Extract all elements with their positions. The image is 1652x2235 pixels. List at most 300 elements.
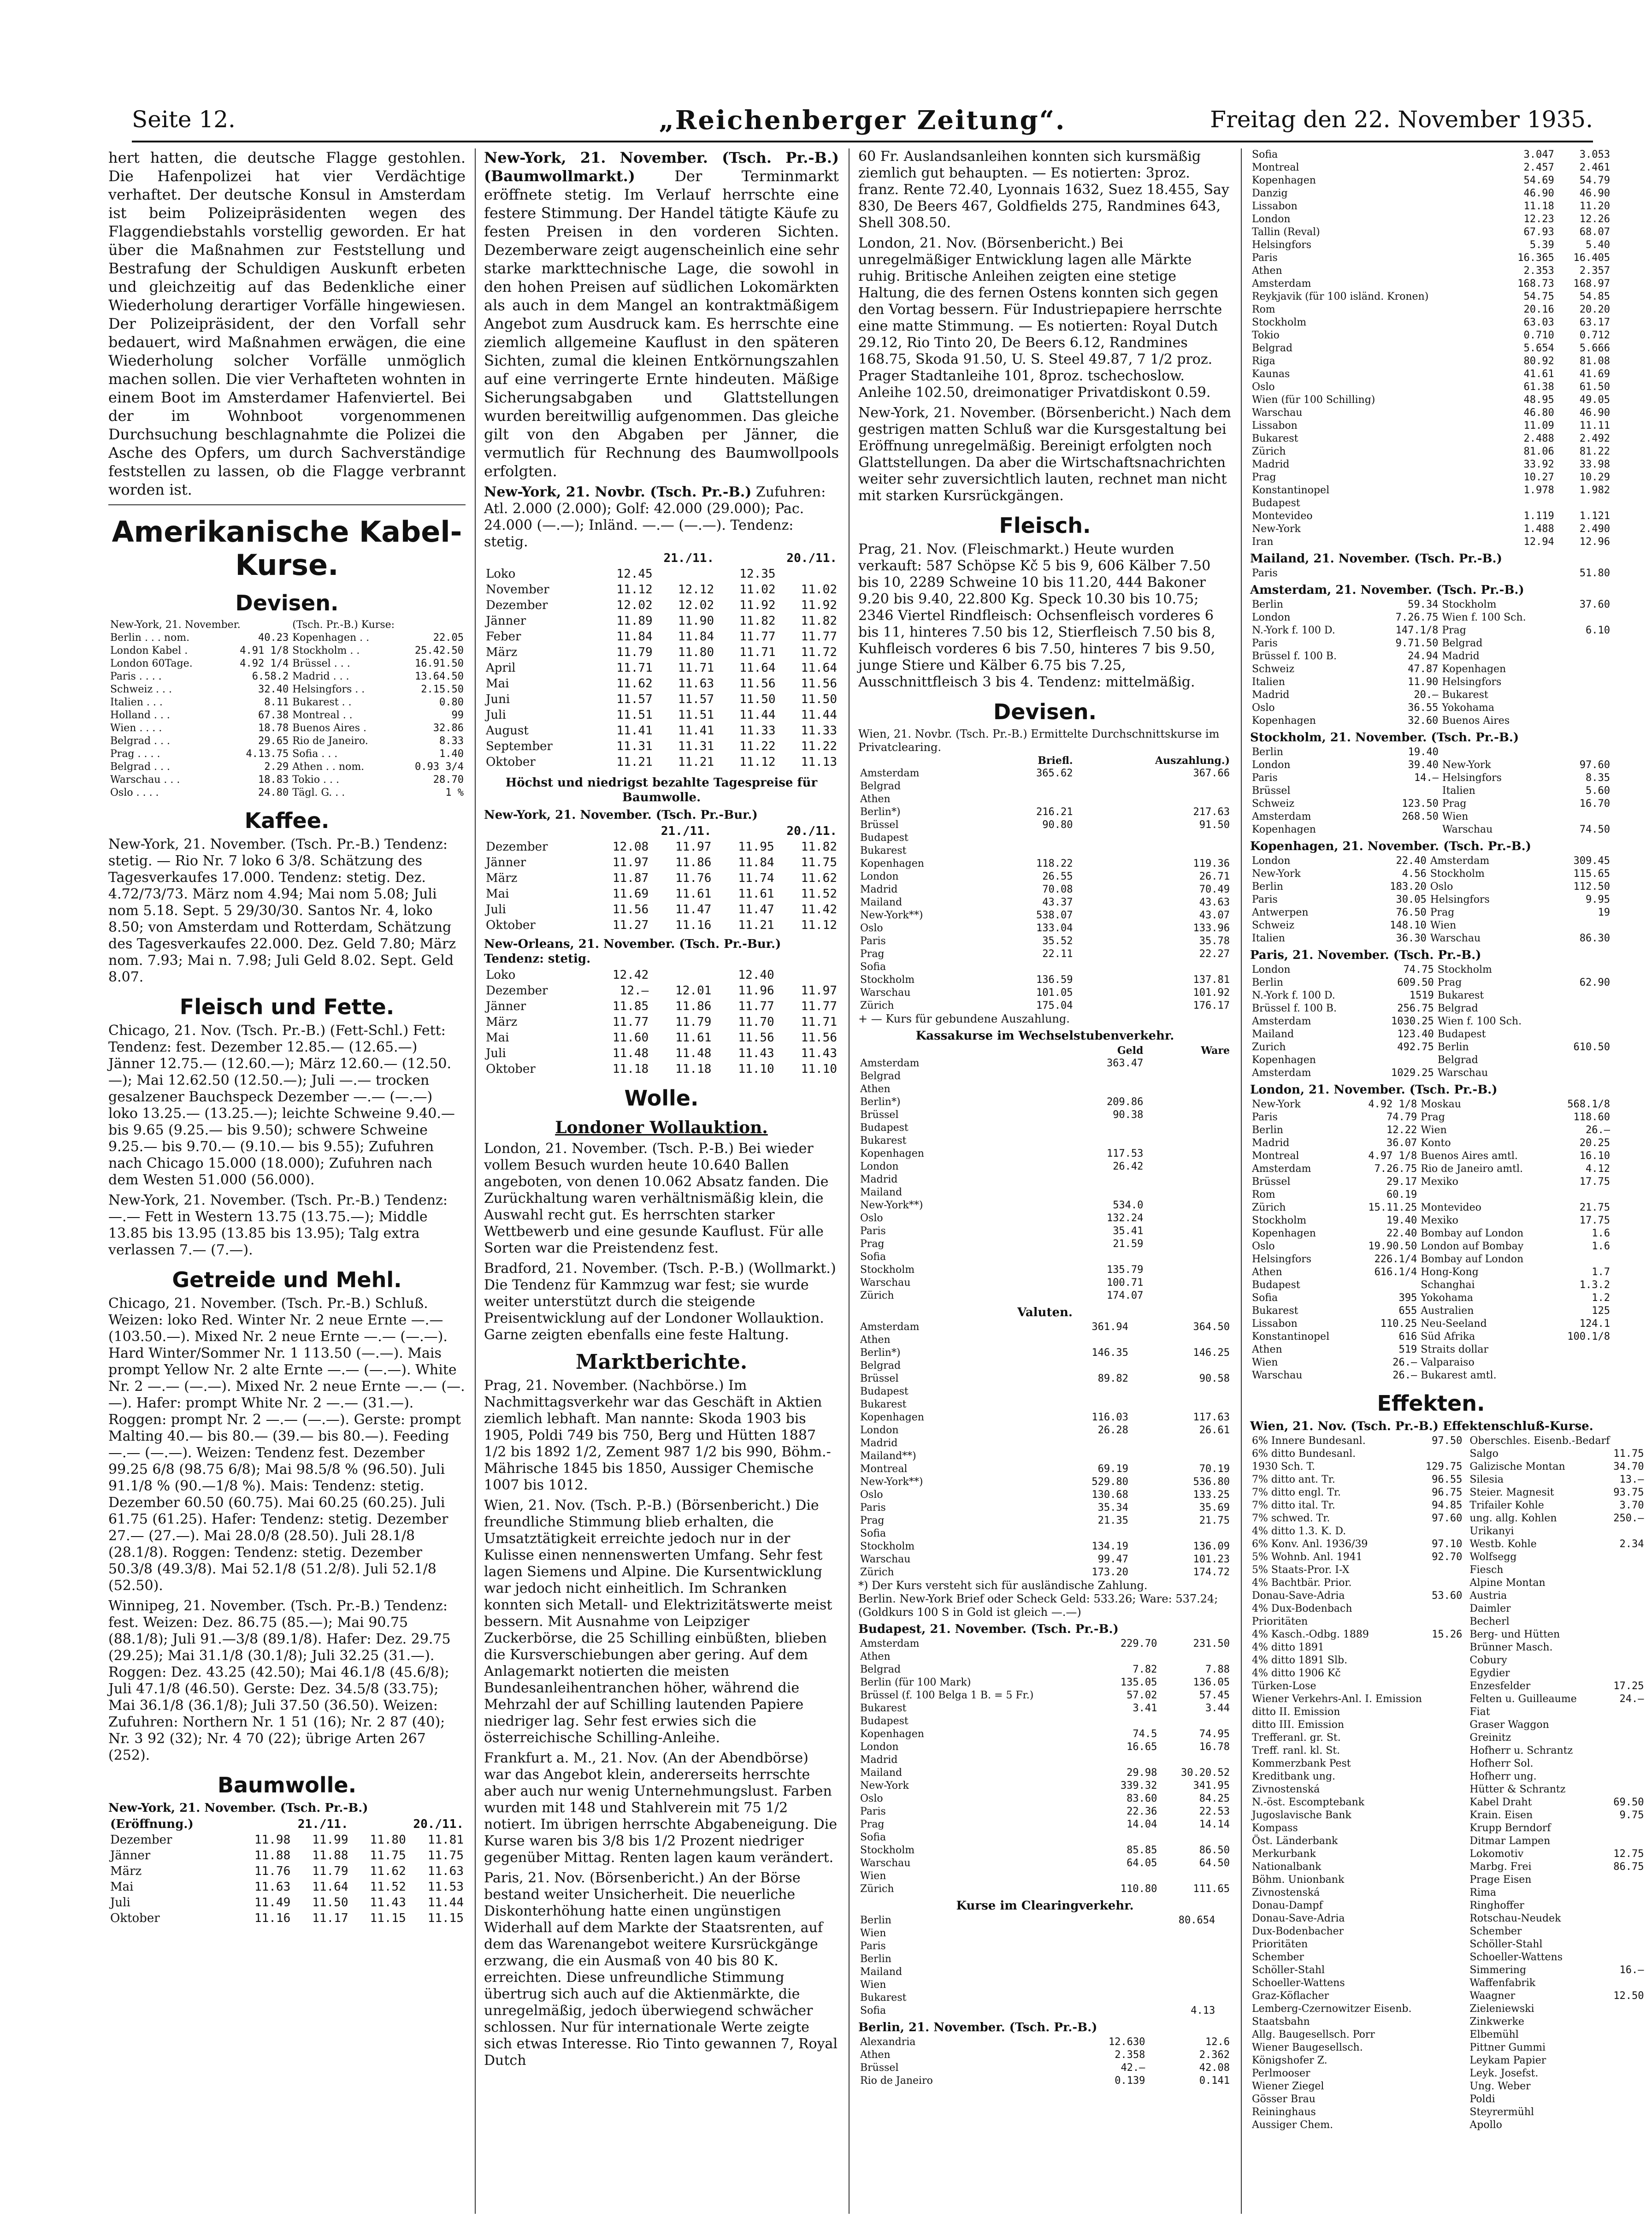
- table-row: [1250, 1054, 1612, 1067]
- row-label: Fiat: [1469, 1706, 1490, 1718]
- table-row: [1468, 1744, 1646, 1757]
- table-row: [858, 1411, 1232, 1424]
- cell-value: 46.90: [1579, 188, 1610, 199]
- cell-value: 11.71: [678, 661, 714, 675]
- subsection-title-devisen: Devisen.: [993, 699, 1097, 724]
- cell-value: 19: [1598, 907, 1610, 918]
- cell-value: [1145, 1057, 1232, 1070]
- cell-value: 11.79: [616, 645, 653, 659]
- row-label: Graser Waggon: [1469, 1719, 1549, 1731]
- cell-value: 99.47: [1097, 1554, 1128, 1565]
- cell-value: 11.33: [801, 724, 837, 738]
- row-label: Mai: [486, 1031, 509, 1045]
- row-label: Paris: [1252, 772, 1278, 784]
- row-label: Apollo: [1469, 2119, 1502, 2131]
- row-label: N.-York f. 100 D.: [1252, 990, 1335, 1001]
- column-1: [108, 148, 466, 2214]
- row-label: Amsterdam: [1252, 1067, 1311, 1079]
- cell-value: 10.29: [1579, 472, 1610, 483]
- cell-value: [1424, 1835, 1464, 1848]
- row-label: Kopenhagen: [1252, 175, 1316, 186]
- row-label: Brüssel (f. 100 Belga 1 B. = 5 Fr.): [860, 1690, 1034, 1701]
- cell-value: Konto: [1421, 1137, 1451, 1149]
- cell-value: 2.457: [1523, 162, 1554, 173]
- cell-value: 119.36: [1193, 858, 1230, 869]
- cell-value: [1557, 1028, 1612, 1041]
- cell-value: [1419, 1188, 1553, 1201]
- exchange-rates-top-table: [1250, 148, 1612, 549]
- row-label: Donau-Dampf: [1252, 1900, 1323, 1911]
- row-label: März: [486, 645, 518, 659]
- cell-value: 11.21: [678, 755, 714, 769]
- cell-value: [1424, 2028, 1464, 2041]
- table-row: [1250, 1067, 1612, 1080]
- table-row: [1250, 1796, 1464, 1809]
- cell-value: 11.48: [612, 1047, 649, 1060]
- cell-value: Wien f. 100 Sch.: [1437, 1016, 1522, 1027]
- table-row: [858, 1638, 1232, 1650]
- table-row: [1468, 1848, 1646, 1861]
- table-row: [1250, 1757, 1464, 1770]
- cell-value: [1556, 497, 1612, 510]
- table-row: [1468, 1732, 1646, 1744]
- cell-value: 42.08: [1199, 2062, 1230, 2074]
- cell-value: 11.16: [675, 918, 712, 932]
- row-label: Dux-Bodenbacher: [1252, 1926, 1344, 1937]
- cell-value: [1564, 676, 1612, 689]
- table-row: [1250, 265, 1612, 278]
- cell-value: [1424, 1925, 1464, 1938]
- table-header: Geld: [1117, 1045, 1144, 1057]
- cell-value: Prag: [1421, 1112, 1445, 1123]
- valuten-table: [858, 1321, 1232, 1579]
- cell-value: [1557, 1067, 1612, 1080]
- cell-value: Helsingfors: [1430, 894, 1490, 905]
- table-header: [484, 550, 593, 566]
- cell-value: [1159, 1754, 1232, 1767]
- cell-value: 36.30: [1396, 933, 1427, 944]
- cell-value: [1103, 1831, 1159, 1844]
- cell-value: Berlin: [1437, 1041, 1469, 1053]
- cell-value: 11.44: [739, 708, 776, 722]
- section-title-cable-rates: Amerikanische Kabel-Kurse.: [112, 515, 462, 582]
- row-label: Schöller-Stahl: [1252, 1964, 1325, 1976]
- table-row: [858, 1927, 1232, 1940]
- row-label: Antwerpen: [1252, 907, 1309, 918]
- cell-value: Helsingfors: [1442, 772, 1502, 784]
- cell-value: 13.64.50: [415, 671, 464, 682]
- row-label: Stockholm: [1252, 317, 1307, 328]
- cell-value: 76.50: [1396, 907, 1427, 918]
- cell-value: 11.76: [254, 1864, 291, 1878]
- table-row: [1250, 290, 1612, 303]
- row-label: Loko: [486, 567, 516, 581]
- row-label: Graz-Köflacher: [1252, 1990, 1329, 2002]
- row-label: Hofherr ung.: [1469, 1771, 1537, 1782]
- cell-value: 67.93: [1523, 226, 1554, 238]
- cell-value: [1074, 780, 1232, 793]
- frankfurt-report: Frankfurt a. M., 21. Nov. (An der Abendbörse) war das Angebot klein, andererseits herrschte aber auch nur wenig Unternehmungslust. Farben wurden mit 148 und Stahlverein mit 75 1/2 notiert. Im übrigen herrschte Abgabeneigung. Die Kurse waren bis 3/8 bis 1/2 Prozent niedriger gegenüber Mittag. Renten lagen kaum verändert.: [484, 1750, 838, 1866]
- cell-value: 1.7: [1592, 1266, 1610, 1278]
- row-label: Zivnostenská: [1252, 1784, 1320, 1795]
- row-label: 6% ditto Bundesanl.: [1252, 1448, 1356, 1460]
- cell-value: [994, 793, 1074, 806]
- table-row: [484, 629, 839, 644]
- cell-value: 11.31: [616, 739, 653, 753]
- wolle-subtitle: Londoner Wollauktion.: [555, 1118, 768, 1137]
- row-label: Marbg. Frei: [1469, 1861, 1532, 1873]
- cell-value: [1145, 1122, 1232, 1135]
- table-row: [484, 692, 839, 707]
- cell-value: 24.—: [1619, 1693, 1644, 1705]
- cell-value: 26.28: [1097, 1425, 1128, 1436]
- row-label: Lissabon: [1252, 1318, 1298, 1330]
- cell-value: 11.44: [427, 1896, 464, 1910]
- cell-value: 32.86: [433, 722, 464, 734]
- row-label: Montevideo: [1252, 510, 1313, 522]
- row-label: Juli: [486, 708, 506, 722]
- cell-value: 57.45: [1199, 1690, 1230, 1701]
- row-label: Oktober: [486, 755, 536, 769]
- table-row: [1468, 2028, 1646, 2041]
- cell-value: [994, 780, 1074, 793]
- cell-value: 146.25: [1193, 1347, 1230, 1359]
- cell-value: 11.43: [801, 1047, 837, 1060]
- cell-value: 35.52: [1042, 935, 1073, 947]
- cell-value: Bombay auf London: [1421, 1253, 1524, 1265]
- cell-value: [1145, 1160, 1232, 1173]
- cell-value: 15.11.25: [1368, 1202, 1417, 1213]
- table-row: [1250, 906, 1612, 919]
- cell-value: 16.10: [1579, 1150, 1610, 1162]
- cell-value: 20.16: [1523, 304, 1554, 315]
- row-label: Kaunas: [1252, 368, 1290, 380]
- cell-value: 12.42: [612, 968, 649, 982]
- cell-value: 11.22: [739, 739, 776, 753]
- row-label: Waffenfabrik: [1469, 1977, 1536, 1989]
- cell-value: Buenos Aires: [1442, 715, 1510, 727]
- cell-value: 40.23: [258, 632, 289, 644]
- table-row: [1250, 598, 1612, 611]
- cell-value: 11.81: [427, 1833, 464, 1847]
- cell-value: [1553, 1188, 1612, 1201]
- table-row: [1250, 1512, 1464, 1525]
- row-label: Berlin: [1252, 881, 1283, 893]
- cell-value: 11.61: [675, 887, 712, 901]
- row-label: Staatsbahn: [1252, 2016, 1310, 2028]
- mailand-table: [1250, 567, 1612, 580]
- row-label: Brüssel f. 100 B.: [1252, 1003, 1337, 1014]
- cell-value: 11.17: [312, 1911, 348, 1925]
- table-row: [858, 1914, 1232, 1927]
- table-row: [484, 613, 839, 629]
- cell-value: [1557, 1054, 1612, 1067]
- cell-value: [1145, 1109, 1232, 1122]
- row-label: Nationalbank: [1252, 1861, 1322, 1873]
- cell-value: 4.92 1/8: [1368, 1099, 1417, 1110]
- row-label: Berlin*): [860, 806, 901, 818]
- cell-value: 11.64: [739, 661, 776, 675]
- table-row: [858, 1251, 1232, 1264]
- table-row: [108, 722, 466, 735]
- row-label: Athen: [860, 2049, 891, 2061]
- baumwolle-opening-table: [108, 1816, 466, 1926]
- cell-value: [1038, 1083, 1145, 1096]
- cell-value: 135.05: [1120, 1677, 1157, 1688]
- table-row: [1250, 1577, 1464, 1590]
- cell-value: 11.71: [801, 1015, 837, 1029]
- cell-value: [776, 967, 839, 983]
- table-row: [1250, 497, 1612, 510]
- row-label: 6% Konv. Anl. 1936/39: [1252, 1538, 1368, 1550]
- cell-value: Wien: [1430, 920, 1457, 931]
- table-header: (Eröffnung.): [110, 1817, 194, 1831]
- london-wool-report: London, 21. November. (Tsch. P.-B.) Bei wieder vollem Besuch wurden heute 10.640 Ballen angeboten, von denen 10.062 Absatz fanden. Die Zurückhaltung waren verhältnismäßig klein, die Auswahl recht gut. Es herrschten starker Wettbewerb und eine gesunde Kauflust. Für alle Sorten war die Preistendenz fest.: [484, 1141, 829, 1256]
- header-rule: [132, 141, 1593, 142]
- cell-value: 12.22: [1386, 1124, 1417, 1136]
- cell-value: 6.58.2: [252, 671, 289, 682]
- cell-value: [1217, 1940, 1232, 1953]
- cell-value: 35.34: [1097, 1502, 1128, 1514]
- table-row: [858, 987, 1232, 999]
- cell-value: 133.25: [1193, 1489, 1230, 1501]
- cell-value: 81.22: [1579, 446, 1610, 457]
- cell-value: [1611, 1628, 1646, 1641]
- table-row: [1468, 2067, 1646, 2080]
- table-row: [1250, 1163, 1612, 1176]
- cell-value: 2.490: [1579, 523, 1610, 535]
- table-row: [858, 1966, 1232, 1979]
- table-row: [1250, 919, 1612, 932]
- table-row: [858, 1122, 1232, 1135]
- cell-value: 7.82: [1133, 1664, 1157, 1675]
- row-label: Donau-Save-Adria: [1252, 1913, 1345, 1924]
- row-label: Oslo: [860, 1212, 883, 1224]
- table-header: 20./11.: [413, 1817, 464, 1831]
- table-header: (Tsch. Pr.-B.) Kurse:: [292, 619, 395, 631]
- cell-value: [1424, 1796, 1464, 1809]
- table-row: [858, 1689, 1232, 1702]
- cell-value: 19.40: [1386, 1215, 1417, 1226]
- table-row: [858, 1818, 1232, 1831]
- row-label: März: [486, 871, 518, 885]
- cell-value: 609.50: [1397, 977, 1434, 988]
- cell-value: 231.50: [1193, 1638, 1230, 1650]
- cell-value: 70.08: [1042, 884, 1073, 895]
- cell-value: [1611, 1654, 1646, 1667]
- cell-value: 9.95: [1586, 894, 1610, 905]
- cell-value: Oslo: [1430, 881, 1453, 893]
- row-label: Italien: [1252, 933, 1285, 944]
- table-row: [1250, 855, 1612, 868]
- cell-value: 655: [1398, 1305, 1417, 1317]
- table-row: [1250, 2067, 1464, 2080]
- wien-devisen-table: [858, 754, 1232, 1012]
- column-4: [1250, 148, 1644, 2214]
- cell-value: 11.43: [370, 1896, 406, 1910]
- cell-value: 91.50: [1199, 819, 1230, 831]
- cell-value: [1057, 1927, 1217, 1940]
- cell-value: 53.60: [1432, 1590, 1463, 1602]
- table-row: [858, 1437, 1232, 1450]
- cell-value: [1424, 2067, 1464, 2080]
- cell-value: [1159, 1715, 1232, 1728]
- cell-value: 11.18: [1523, 201, 1554, 212]
- cell-value: 11.86: [675, 999, 712, 1013]
- table-row: [1468, 1435, 1646, 1448]
- cell-value: 11.41: [678, 724, 714, 738]
- cell-value: 74.50: [1579, 824, 1610, 835]
- cell-value: [1424, 1938, 1464, 1951]
- row-label: Mailand: [860, 1767, 903, 1779]
- table-row: [858, 1953, 1232, 1966]
- cell-value: 146.35: [1092, 1347, 1128, 1359]
- cell-value: 11.97: [675, 840, 712, 854]
- cell-value: 117.63: [1193, 1412, 1230, 1423]
- table-row: [1250, 1305, 1612, 1318]
- table-row: [858, 806, 1232, 819]
- row-label: Merkurbank: [1252, 1848, 1316, 1860]
- cell-value: 1.3.2: [1579, 1279, 1610, 1291]
- row-label: 4% Bachtbär. Prior.: [1252, 1577, 1352, 1589]
- cell-value: 216.21: [1036, 806, 1073, 818]
- table-row: [484, 660, 839, 676]
- row-label: 1930 Sch. T.: [1252, 1461, 1315, 1472]
- row-label: Italien . . .: [110, 697, 163, 708]
- cell-value: 80.654: [1178, 1915, 1215, 1926]
- table-row: [1250, 2003, 1464, 2016]
- row-label: Kopenhagen: [1252, 1228, 1316, 1239]
- row-label: Bukarest: [1252, 1305, 1298, 1317]
- table-row: [484, 739, 839, 754]
- row-label: London: [860, 871, 899, 882]
- table-row: [1250, 1706, 1464, 1719]
- cell-value: 100.71: [1106, 1277, 1144, 1289]
- row-label: Athen: [1252, 1266, 1282, 1278]
- table-row: [1250, 1201, 1612, 1214]
- table-row: [1250, 1150, 1612, 1163]
- row-label: Ung. Weber: [1469, 2081, 1531, 2092]
- cell-value: [1217, 2004, 1232, 2017]
- table-row: [858, 832, 1232, 845]
- cell-value: 133.04: [1036, 922, 1073, 934]
- cell-value: [1145, 1186, 1232, 1199]
- cell-value: [1553, 1356, 1612, 1369]
- kopenhagen-table: [1250, 855, 1612, 945]
- cell-value: 97.60: [1432, 1513, 1463, 1524]
- row-label: Krupp Berndorf: [1469, 1822, 1551, 1834]
- cell-value: 492.75: [1397, 1041, 1434, 1053]
- cell-value: [1217, 1914, 1232, 1927]
- cell-value: 26.—: [1586, 1124, 1610, 1136]
- table-row: [1250, 1240, 1612, 1253]
- row-label: Athen: [860, 1651, 891, 1662]
- table-row: [108, 696, 466, 709]
- table-row: [1250, 1551, 1464, 1564]
- row-label: Amsterdam: [860, 1058, 920, 1069]
- berlin-head: Berlin, 21. November. (Tsch. Pr.-B.): [858, 2021, 1097, 2034]
- table-row: [108, 709, 466, 722]
- cell-value: [1217, 1966, 1232, 1979]
- cell-value: [1029, 1527, 1130, 1540]
- cell-value: 24.80: [258, 787, 289, 798]
- table-row: [1468, 1602, 1646, 1615]
- cell-value: [1145, 1083, 1232, 1096]
- cell-value: Stockholm . .: [292, 645, 360, 656]
- cell-value: Bukarest . .: [292, 697, 352, 708]
- cell-value: 96.55: [1432, 1474, 1463, 1485]
- cell-value: 12.45: [616, 567, 653, 581]
- row-label: Salgo: [1469, 1448, 1499, 1460]
- row-label: Dezember: [486, 840, 548, 854]
- row-label: Paris: [860, 1806, 886, 1817]
- table-row: [1250, 1266, 1612, 1279]
- effekten-left-table: [1250, 1435, 1464, 2132]
- table-row: [1250, 1899, 1464, 1912]
- table-row: [1468, 2119, 1646, 2132]
- cell-value: [994, 832, 1074, 845]
- row-label: Brünner Masch.: [1469, 1642, 1553, 1653]
- cell-value: 97.50: [1432, 1435, 1463, 1447]
- cell-value: 26.61: [1199, 1425, 1230, 1436]
- cell-value: 11.82: [801, 614, 837, 628]
- cell-value: 12.26: [1579, 213, 1610, 225]
- chicago-fett-report: Chicago, 21. Nov. (Tsch. Pr.-B.) (Fett-Schl.) Fett: Tendenz: fest. Dezember 12.85.— (12.65.—) Jänner 12.75.— (12.60.—); März 12.60.— (12.50.—); Mai 12.62.50 (12.50.—); Juli —.— trocken gesalzener Bauchspeck Dezember —.— (—.—) loko 13.25.— (13.25.—); leichte Schweine 9.40.— bis 9.65 (9.25.— bis 9.50); schwere Schweine 9.25.— bis 9.70.— (9.10.— bis 9.55); Zufuhren nach Chicago 15.000 (18.000); Zufuhren nach dem Westen 51.000 (56.000).: [108, 1023, 455, 1188]
- row-label: Oktober: [486, 1062, 536, 1076]
- cell-value: [1424, 1912, 1464, 1925]
- cell-value: 74.95: [1199, 1728, 1230, 1740]
- cell-value: 134.19: [1092, 1541, 1128, 1552]
- row-label: Riga: [1252, 355, 1275, 367]
- cell-value: 43.63: [1199, 897, 1230, 908]
- table-row: [858, 1476, 1232, 1489]
- row-label: Poldi: [1469, 2093, 1495, 2105]
- row-label: Mailand**): [860, 1450, 916, 1462]
- table-row: [858, 2036, 1232, 2049]
- cell-value: [1038, 1251, 1145, 1264]
- paris-report-continued: 60 Fr. Auslandsanleihen konnten sich kursmäßig ziemlich gut behaupten. — Es notierten: 3proz. franz. Rente 72.40, Lyonnais 1632, Suez 18.455, Say 830, De Beers 467, Goldfields 275, Randmines 643, Shell 308.50.: [858, 148, 1229, 231]
- table-row: [858, 974, 1232, 987]
- cell-value: 17.75: [1579, 1215, 1610, 1226]
- table-row: [858, 793, 1232, 806]
- row-label: Budapest: [860, 1715, 909, 1727]
- table-row: [1250, 2080, 1464, 2093]
- row-label: Brüssel: [860, 1109, 899, 1121]
- row-label: Stockholm: [860, 1541, 915, 1552]
- table-row: [1250, 1041, 1612, 1054]
- table-row: [858, 896, 1232, 909]
- cell-value: 12.12: [678, 583, 714, 597]
- neworleans-head: New-Orleans, 21. November. (Tsch. Pr.-Bur.) Tendenz: stetig.: [484, 937, 781, 966]
- row-label: Zivnostenská: [1252, 1887, 1320, 1898]
- row-label: Belgrad: [860, 780, 901, 792]
- row-label: Wiener Baugesellsch.: [1252, 2042, 1363, 2053]
- cell-value: [1500, 497, 1556, 510]
- cell-value: Mexiko: [1421, 1176, 1458, 1188]
- row-label: Oslo . . . .: [110, 787, 159, 798]
- row-label: Warschau: [860, 1857, 911, 1869]
- row-label: Kopenhagen: [860, 1148, 924, 1159]
- table-row: [1250, 213, 1612, 226]
- table-row: [1468, 1628, 1646, 1641]
- amsterdam-table: [1250, 598, 1612, 727]
- cell-value: 534.0: [1113, 1200, 1144, 1211]
- table-row: [1250, 148, 1612, 161]
- row-label: Wiener Ziegel: [1252, 2081, 1324, 2092]
- cell-value: 11.61: [738, 887, 774, 901]
- table-header: 20./11.: [786, 824, 837, 838]
- table-row: [1250, 1292, 1612, 1305]
